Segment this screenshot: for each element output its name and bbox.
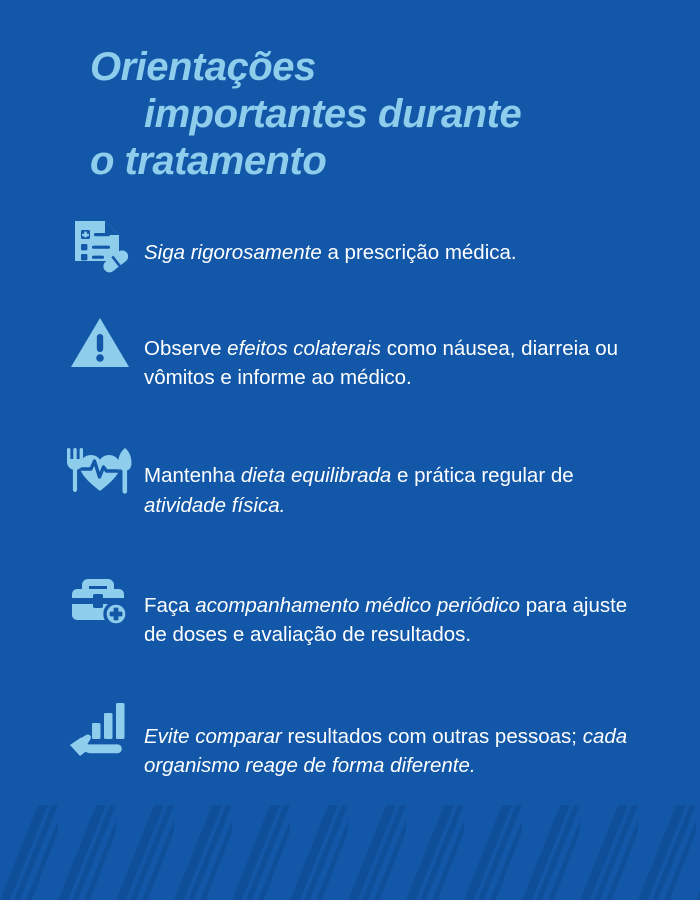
list-item xyxy=(56,439,654,540)
tip-text-5: Evite comparar resultados com outras pessoas; cada organismo reage de forma diferente. xyxy=(144,724,628,777)
page-title-line-2: importantes durante xyxy=(144,92,522,137)
list-item xyxy=(56,699,654,800)
hand-with-bar-chart-icon xyxy=(56,699,144,761)
list-item xyxy=(56,568,654,669)
list-item xyxy=(56,312,654,413)
tip-text-1: Siga rigorosamente a prescrição médica. xyxy=(144,241,517,265)
warning-triangle-icon xyxy=(56,312,144,372)
diet-and-exercise-icon xyxy=(56,439,144,499)
page-title-line-3: o tratamento xyxy=(90,139,327,184)
medical-bag-icon xyxy=(56,568,144,628)
decorative-stripe-band xyxy=(0,805,700,900)
prescription-document-icon xyxy=(56,216,144,276)
tip-text-2: Observe efeitos colaterais como náusea, diarreia ou vômitos e informe ao médico. xyxy=(144,337,619,390)
list-item xyxy=(56,216,654,288)
page-title xyxy=(46,44,654,186)
tip-text-4: Faça acompanhamento médico periódico para ajuste de doses e avaliação de resultados. xyxy=(144,593,628,646)
tips-list xyxy=(46,216,654,801)
page-title-line-1: Orientações xyxy=(90,45,316,89)
tip-text-3: Mantenha dieta equilibrada e prática regular de atividade física. xyxy=(144,464,574,517)
